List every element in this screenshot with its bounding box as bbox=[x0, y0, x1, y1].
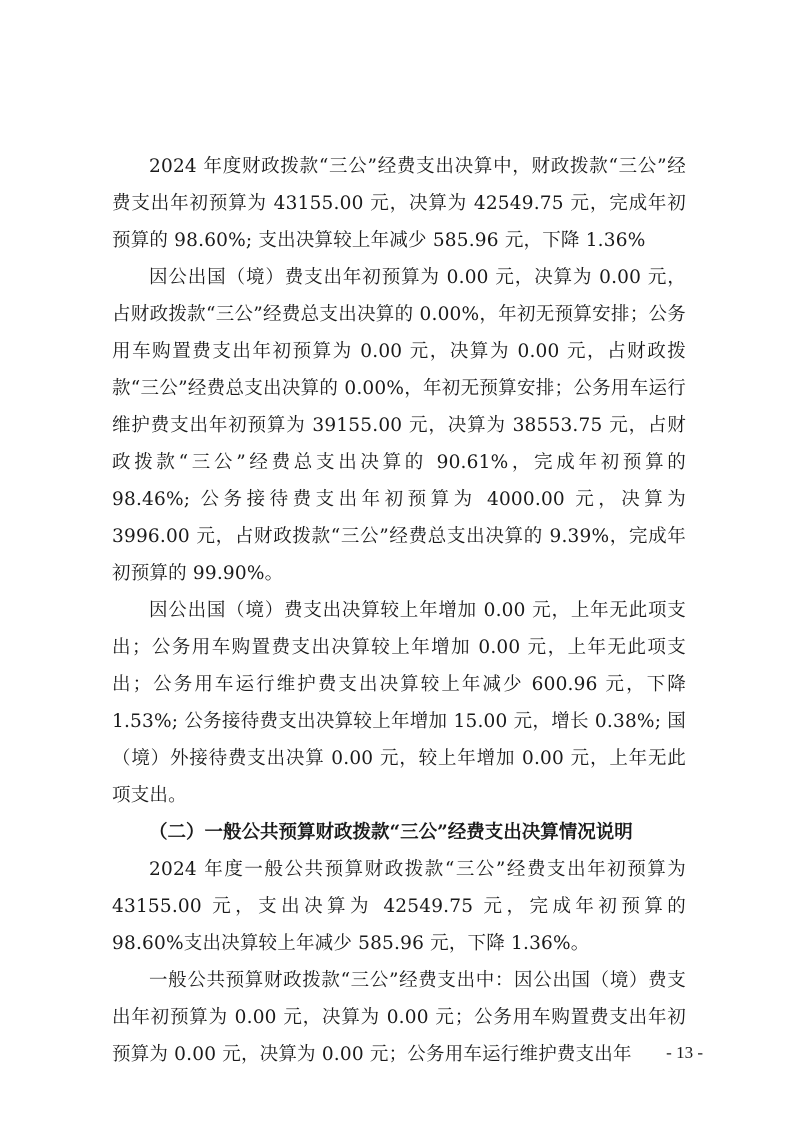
paragraph-breakdown: 因公出国（境）费支出年初预算为 0.00 元，决算为 0.00 元，占财政拨款“三公”经费总支出决算的 0.00%，年初无预算安排；公务用车购置费支出年初预算为 0.00 元，决算为 0.00 元，占财政拨款“三公”经费总支出决算的 0.00%，年初无预算安排；公务用车运行维护费支出年初预算为 39155.00 元，决算为 38553.75 元，占财政拨款“三公”经费总支出决算的 90.61%，完成年初预算的 98.46%; 公务接待费支出年初预算为 4000.00 元，决算为 3996.00 元，占财政拨款“三公”经费总支出决算的 9.39%，完成年初预算的 99.90%。 bbox=[112, 267, 686, 584]
page-number: - 13 - bbox=[666, 1043, 703, 1062]
section-heading: （二）一般公共预算财政拨款“三公”经费支出决算情况说明 bbox=[149, 822, 633, 843]
paragraph-year-comparison: 因公出国（境）费支出决算较上年增加 0.00 元，上年无此项支出；公务用车购置费支出决算较上年增加 0.00 元，上年无此项支出；公务用车运行维护费支出决算较上年减少 600.96 元，下降 1.53%; 公务接待费支出决算较上年增加 15.00 元，增长 0.38%; 国（境）外接待费支出决算 0.00 元，较上年增加 0.00 元，上年无此项支出。 bbox=[112, 600, 686, 806]
paragraph-summary: 2024 年度财政拨款“三公”经费支出决算中，财政拨款“三公”经费支出年初预算为 43155.00 元，决算为 42549.75 元，完成年初预算的 98.60%; 支出决算较上年减少 585.96 元，下降 1.36% bbox=[112, 156, 686, 251]
document-body bbox=[112, 148, 686, 1073]
paragraph-general-budget-summary: 2024 年度一般公共预算财政拨款“三公”经费支出年初预算为 43155.00 元，支出决算为 42549.75 元，完成年初预算的 98.60%支出决算较上年减少 585.96 元，下降 1.36%。 bbox=[112, 859, 686, 954]
paragraph-general-budget-breakdown: 一般公共预算财政拨款“三公”经费支出中：因公出国（境）费支出年初预算为 0.00 元，决算为 0.00 元；公务用车购置费支出年初预算为 0.00 元，决算为 0.00 元；公务用车运行维护费支出年 bbox=[112, 970, 686, 1065]
